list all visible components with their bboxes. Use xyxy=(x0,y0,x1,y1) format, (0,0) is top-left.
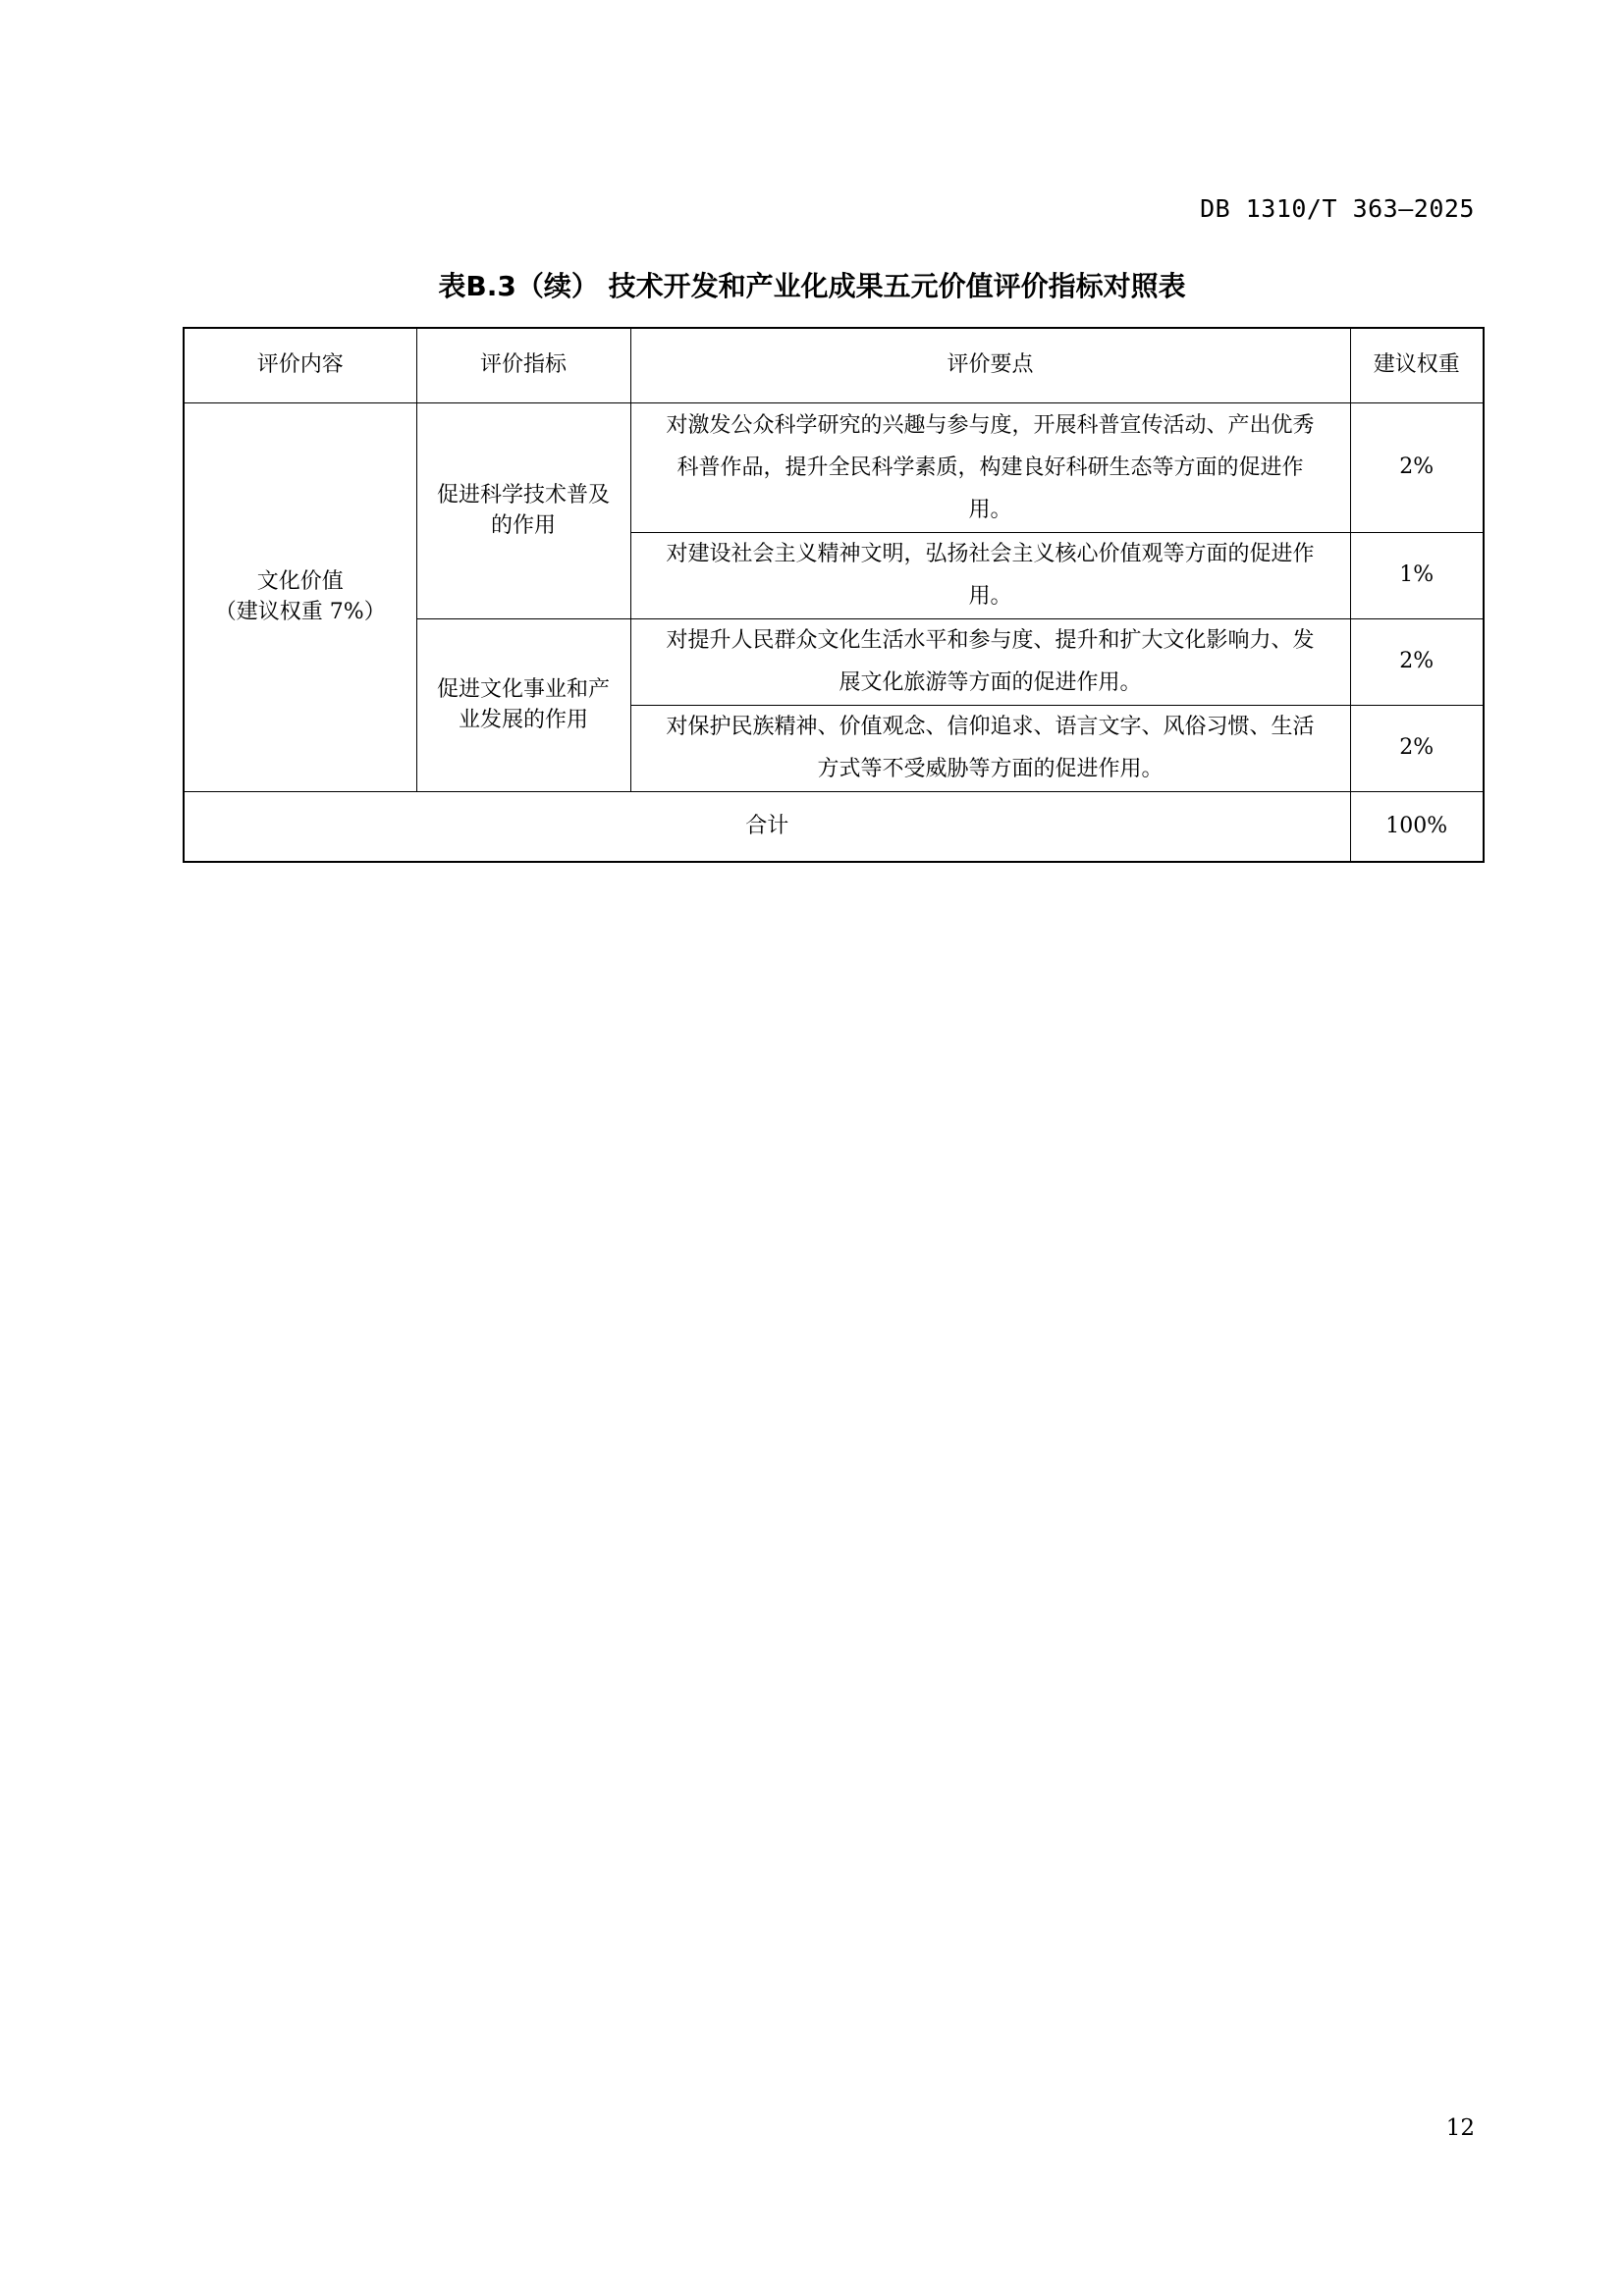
evaluation-table xyxy=(183,327,1485,863)
document-code: DB 1310/T 363—2025 xyxy=(1200,194,1475,223)
weight-cell: 2% xyxy=(1350,618,1484,705)
total-row xyxy=(184,791,1484,862)
table-row xyxy=(184,402,1484,532)
total-weight: 100% xyxy=(1350,791,1484,862)
column-header: 评价要点 xyxy=(630,328,1350,402)
category-weight-note: （建议权重 7%） xyxy=(214,600,386,624)
evaluation-point: 对激发公众科学研究的兴趣与参与度，开展科普宣传活动、产出优秀科普作品，提升全民科学素质，构建良好科研生态等方面的促进作用。 xyxy=(630,402,1350,532)
column-header: 评价指标 xyxy=(416,328,630,402)
column-header: 建议权重 xyxy=(1350,328,1484,402)
column-header: 评价内容 xyxy=(184,328,416,402)
weight-cell: 2% xyxy=(1350,402,1484,532)
page-number: 12 xyxy=(1445,2115,1475,2141)
category-name: 文化价值 xyxy=(256,569,344,594)
category-cell xyxy=(184,402,416,791)
total-label: 合计 xyxy=(184,791,1350,862)
indicator-cell: 促进科学技术普及的作用 xyxy=(416,402,630,618)
table-header-row xyxy=(184,328,1484,402)
evaluation-point: 对保护民族精神、价值观念、信仰追求、语言文字、风俗习惯、生活方式等不受威胁等方面的促进作用。 xyxy=(630,705,1350,791)
weight-cell: 1% xyxy=(1350,532,1484,618)
evaluation-point: 对建设社会主义精神文明，弘扬社会主义核心价值观等方面的促进作用。 xyxy=(630,532,1350,618)
evaluation-point: 对提升人民群众文化生活水平和参与度、提升和扩大文化影响力、发展文化旅游等方面的促进作用。 xyxy=(630,618,1350,705)
table-title: 表B.3（续） 技术开发和产业化成果五元价值评价指标对照表 xyxy=(438,270,1186,302)
weight-cell: 2% xyxy=(1350,705,1484,791)
indicator-cell: 促进文化事业和产业发展的作用 xyxy=(416,618,630,791)
